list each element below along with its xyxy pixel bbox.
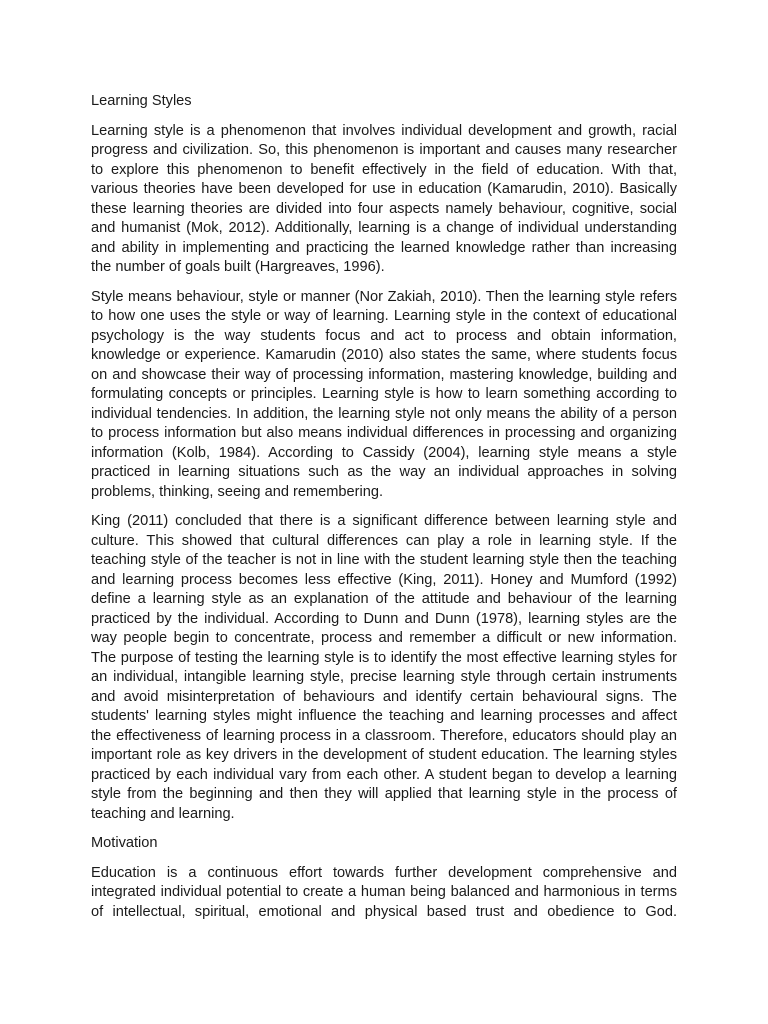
paragraph-education-effort: Education is a continuous effort towards further development comprehensive and integrated individual potential to create a human being balanced and harmonious in terms of intellectual, spiritual, emotional and physical based trust and obedience to God.	[91, 864, 677, 920]
paragraph-king-culture: King (2011) concluded that there is a significant difference between learning style and culture. This showed that cultural differences can play a role in learning style. If the teaching style of the teacher is not in line with the student learning style then the teaching and learning process becomes less effective (King, 2011). Honey and Mumford (1992) define a learning style as an explanation of the attitude and behaviour of the learning practiced by the individual. According to Dunn and Dunn (1978), learning styles are the way people begin to concentrate, process and remember a difficult or new information. The purpose of testing the learning style is to identify the most effective learning styles for an individual, intangible learning style, precise learning style through certain instruments and avoid misinterpretation of behaviours and identify certain behavioural signs. The students' learning styles might influence the teaching and learning processes and affect the effectiveness of learning process in a classroom. Therefore, educators should play an important role as key drivers in the development of student education. The learning styles practiced by each individual vary from each other. A student began to develop a learning style from the beginning and then they will applied that learning style in the process of teaching and learning.	[91, 513, 677, 822]
section-heading-learning-styles: Learning Styles	[91, 93, 192, 109]
section-heading-motivation: Motivation	[91, 835, 158, 851]
document-page	[91, 92, 677, 932]
paragraph-learning-style-definition: Learning style is a phenomenon that involves individual development and growth, racial progress and civilization. So, this phenomenon is important and causes many researcher to explore this phenomenon to benefit effectively in the field of education. With that, various theories have been developed for use in education (Kamarudin, 2010). Basically these learning theories are divided into four aspects namely behaviour, cognitive, social and humanist (Mok, 2012). Additionally, learning is a change of individual understanding and ability in implementing and practicing the learned knowledge rather than increasing the number of goals built (Hargreaves, 1996).	[91, 122, 677, 275]
paragraph-style-meaning: Style means behaviour, style or manner (Nor Zakiah, 2010). Then the learning style refers to how one uses the style or way of learning. Learning style in the context of educational psychology is the way students focus and act to process and obtain information, knowledge or experience. Kamarudin (2010) also states the same, where students focus on and showcase their way of processing information, mastering knowledge, building and formulating concepts or principles. Learning style is how to learn something according to individual tendencies. In addition, the learning style not only means the ability of a person to process information but also means individual differences in processing and organizing information (Kolb, 1984). According to Cassidy (2004), learning style means a style practiced in learning situations such as the way an individual approaches in solving problems, thinking, seeing and remembering.	[91, 288, 677, 500]
